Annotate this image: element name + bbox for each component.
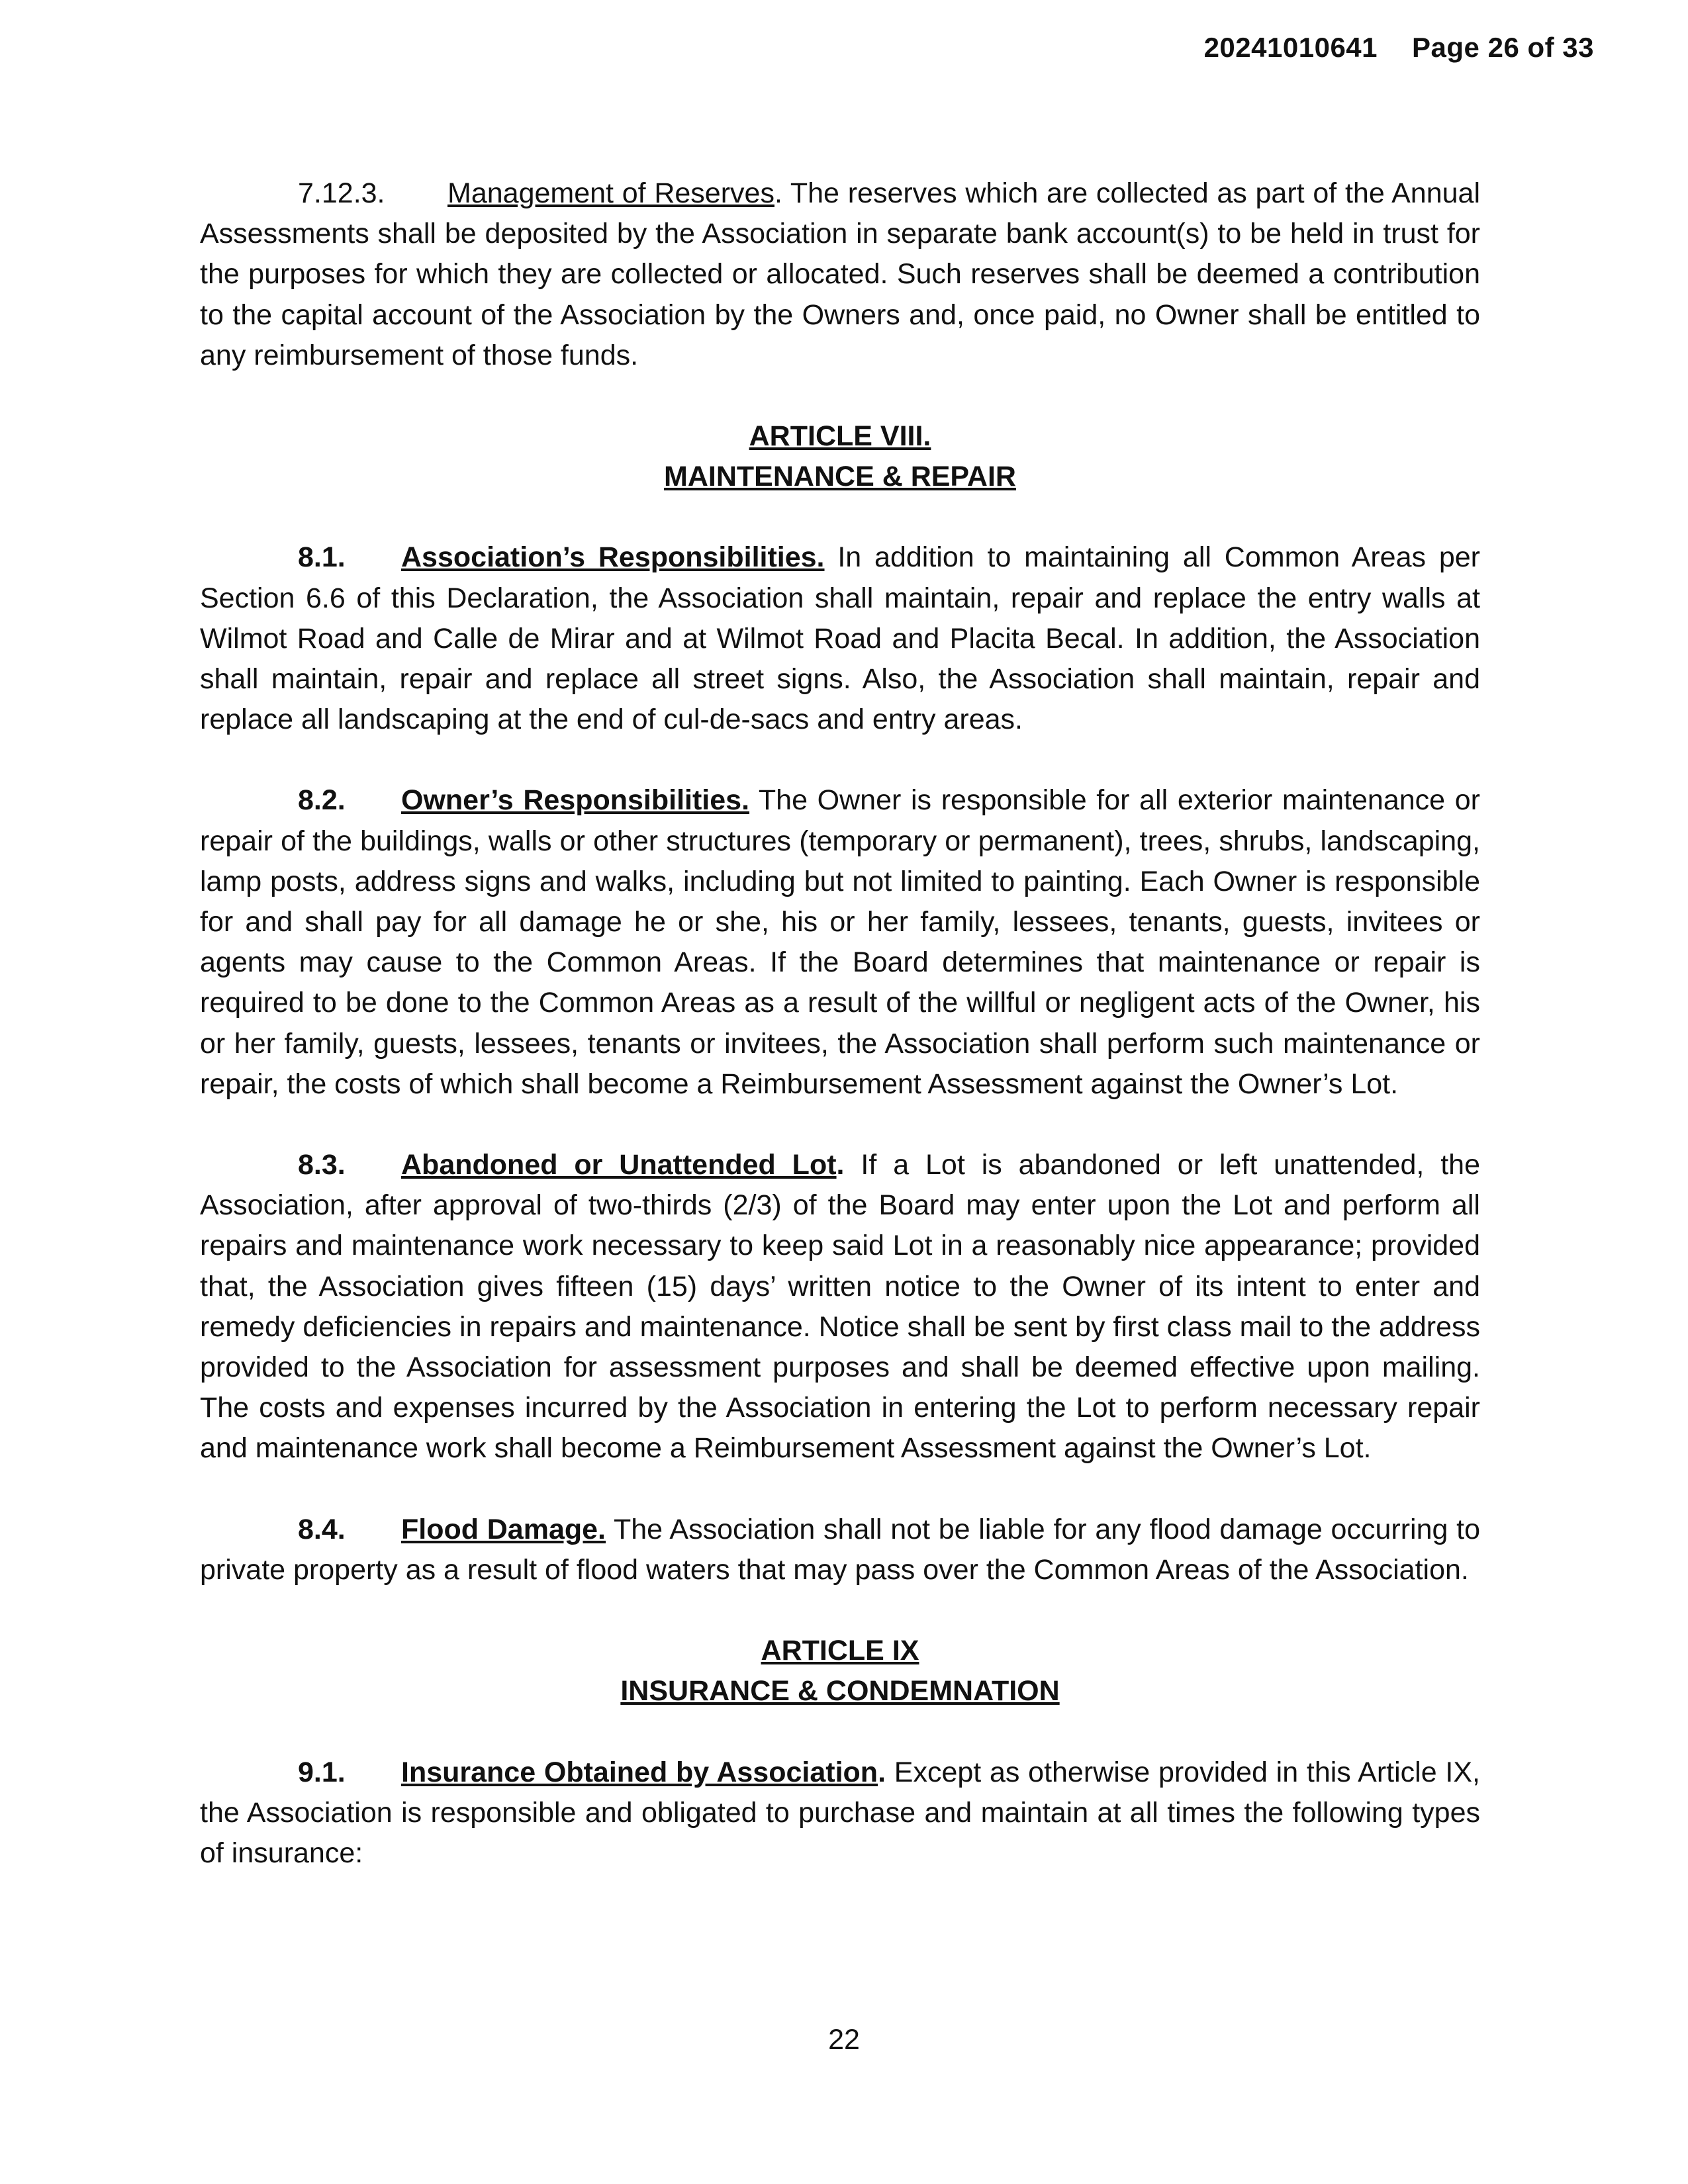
page-number: 22 [828,2024,860,2056]
section-title: Management of Reserves [447,177,774,209]
section-number: 8.3. [298,1149,346,1181]
document-number: 20241010641 [1203,32,1378,63]
section-number: 9.1. [298,1756,346,1788]
article-title: INSURANCE & CONDEMNATION [620,1675,1060,1707]
section-body: The Owner is responsible for all exterior maintenance or repair of the buildings, walls or other structures (temporary or permanent), trees, shrubs, landscaping, lamp posts, address signs and walks, including but not limited to painting. Each Owner is responsible for and shall pay for all damage he or she, his or her family, lessees, tenants, guests, invitees or agents may cause to the Common Areas. If the Board determines that maintenance or repair is required to be done to the Common Areas as a result of the willful or negligent acts of the Owner, his or her family, guests, lessees, tenants or invitees, the Association shall perform such maintenance or repair, the costs of which shall become a Reimbursement Assessment against the Owner’s Lot. [200,784,1480,1100]
section-title-period: . [836,1149,845,1181]
article-number: ARTICLE IX [761,1635,919,1667]
section-title: Abandoned or Unattended Lot [401,1149,837,1181]
article-title: MAINTENANCE & REPAIR [664,461,1016,493]
recording-stamp [1204,32,1594,64]
section-body: In addition to maintaining all Common Areas per Section 6.6 of this Declaration, the Association shall maintain, repair and replace the entry walls at Wilmot Road and Calle de Mirar and at Wilmot Road and Placita Becal. In addition, the Association shall maintain, repair and replace all street signs. Also, the Association shall maintain, repair and replace all landscaping at the end of cul-de-sacs and entry areas. [200,541,1480,736]
section-number: 8.1. [298,541,346,574]
section-8-3 [200,1145,1480,1469]
article-viii-heading [200,416,1480,497]
section-title: Owner’s Responsibilities. [401,784,750,817]
section-title: Insurance Obtained by Association [401,1756,878,1788]
section-title: Flood Damage. [401,1513,606,1545]
section-title-period: . [878,1756,886,1788]
article-number: ARTICLE VIII. [749,420,931,453]
section-9-1 [200,1752,1480,1874]
section-7-12-3 [200,173,1480,376]
section-title-period: . [774,177,782,209]
section-body: The Association shall not be liable for any flood damage occurring to private property as a result of flood waters that may pass over the Common Areas of the Association. [200,1513,1481,1586]
page-counter: Page 26 of 33 [1412,32,1594,63]
section-title: Association’s Responsibilities. [401,541,825,574]
section-8-2 [200,780,1480,1105]
section-number: 8.2. [298,784,346,817]
section-body: The reserves which are collected as part of the Annual Assessments shall be deposited by the Association in separate bank account(s) to be held in trust for the purposes for which they are collected or allocated. Such reserves shall be deemed a contribution to the capital account of the Association by the Owners and, once paid, no Owner shall be entitled to any reimbursement of those funds. [200,177,1480,371]
section-number: 8.4. [298,1513,346,1545]
article-ix-heading [200,1631,1480,1711]
section-number: 7.12.3. [298,177,385,209]
page-content [200,173,1480,1914]
section-8-4 [200,1510,1480,1590]
section-body: Except as otherwise provided in this Article IX, the Association is responsible and obligated to purchase and maintain at all times the following types of insurance: [200,1756,1480,1869]
section-body: If a Lot is abandoned or left unattended, the Association, after approval of two-thirds (2/3) of the Board may enter upon the Lot and perform all repairs and maintenance work necessary to keep said Lot in a reasonably nice appearance; provided that, the Association gives fifteen (15) days’ written notice to the Owner of its intent to enter and remedy deficiencies in repairs and maintenance. Notice shall be sent by first class mail to the address provided to the Association for assessment purposes and shall be deemed effective upon mailing. The costs and expenses incurred by the Association in entering the Lot to perform necessary repair and maintenance work shall become a Reimbursement Assessment against the Owner’s Lot. [200,1149,1481,1465]
section-8-1 [200,537,1480,740]
